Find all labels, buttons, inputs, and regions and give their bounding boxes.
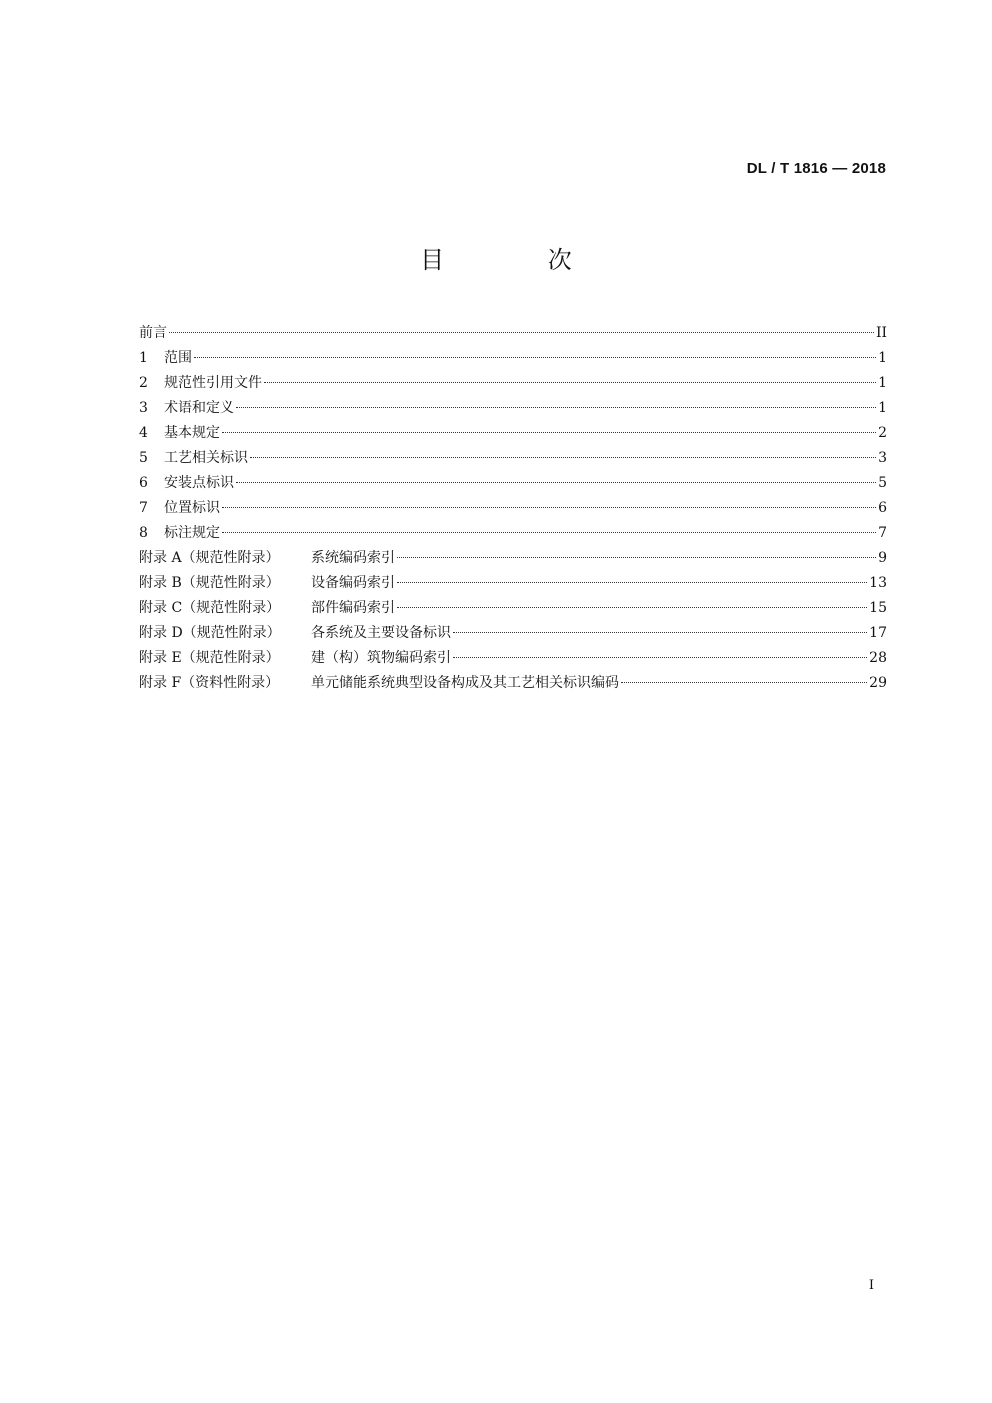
toc-entry-number: 5 [139, 450, 148, 466]
toc-entry-page: 5 [878, 475, 887, 491]
toc-entry[interactable] [139, 496, 887, 521]
toc-dot-leader [222, 532, 876, 533]
toc-entry-label [139, 596, 395, 621]
toc-dot-leader [222, 507, 876, 508]
toc-entry-number: 7 [139, 500, 148, 516]
toc-dot-leader [264, 382, 876, 383]
toc-entry-label [139, 646, 451, 671]
toc-entry-title: 基本规定 [164, 425, 220, 441]
toc-dot-leader [397, 607, 867, 608]
toc-entry-appendix-prefix: 附录 C（规范性附录） [139, 600, 281, 616]
toc-dot-leader [236, 407, 876, 408]
toc-entry-title: 标注规定 [164, 525, 220, 541]
toc-entry[interactable] [139, 396, 887, 421]
standard-code: DL / T 1816 — 2018 [746, 160, 886, 177]
toc-dot-leader [453, 657, 867, 658]
toc-entry-label [139, 471, 234, 496]
toc-dot-leader [236, 482, 876, 483]
toc-entry-label [139, 346, 192, 371]
toc-dot-leader [453, 632, 867, 633]
toc-entry-number: 4 [139, 425, 148, 441]
toc-entry[interactable] [139, 321, 887, 346]
toc-entry-appendix-prefix: 附录 F（资料性附录） [139, 675, 280, 691]
toc-entry-title: 术语和定义 [164, 400, 234, 416]
toc-entry[interactable] [139, 471, 887, 496]
toc-entry-page: 1 [878, 400, 887, 416]
toc-entry-number: 3 [139, 400, 148, 416]
toc-entry[interactable] [139, 646, 887, 671]
toc-entry-label [139, 571, 395, 596]
toc-dot-leader [397, 557, 876, 558]
toc-entry-page: 28 [869, 650, 887, 666]
toc-entry-title: 前言 [139, 325, 167, 341]
toc-entry-label [139, 496, 220, 521]
toc-dot-leader [222, 432, 876, 433]
toc-entry[interactable] [139, 371, 887, 396]
toc-entry-page: 3 [878, 450, 887, 466]
toc-entry[interactable] [139, 596, 887, 621]
toc-entry-appendix-prefix: 附录 D（规范性附录） [139, 625, 281, 641]
table-of-contents [139, 321, 887, 696]
toc-entry-page: 1 [878, 375, 887, 391]
toc-entry[interactable] [139, 521, 887, 546]
toc-entry[interactable] [139, 421, 887, 446]
toc-entry-page: 6 [878, 500, 887, 516]
toc-entry-label [139, 446, 248, 471]
toc-entry-label [139, 546, 395, 571]
toc-entry-page: 2 [878, 425, 887, 441]
toc-entry-label [139, 396, 234, 421]
toc-entry-label [139, 421, 220, 446]
toc-entry-label [139, 521, 220, 546]
toc-entry-number: 2 [139, 375, 148, 391]
toc-entry-page: 15 [869, 600, 887, 616]
toc-dot-leader [250, 457, 876, 458]
page-title: 目 次 [420, 246, 620, 274]
toc-entry-title: 单元储能系统典型设备构成及其工艺相关标识编码 [311, 675, 619, 691]
toc-entry-appendix-prefix: 附录 E（规范性附录） [139, 650, 280, 666]
toc-entry-label [139, 371, 262, 396]
toc-entry[interactable] [139, 671, 887, 696]
toc-entry[interactable] [139, 546, 887, 571]
toc-entry-title: 各系统及主要设备标识 [311, 625, 451, 641]
toc-dot-leader [397, 582, 867, 583]
toc-entry-page: 1 [878, 350, 887, 366]
toc-entry-title: 建（构）筑物编码索引 [311, 650, 451, 666]
toc-entry-title: 设备编码索引 [311, 575, 395, 591]
toc-entry-page: 17 [869, 625, 887, 641]
toc-entry-title: 位置标识 [164, 500, 220, 516]
toc-entry-page: 9 [878, 550, 887, 566]
toc-dot-leader [169, 332, 874, 333]
toc-entry-number: 1 [139, 350, 148, 366]
toc-entry-label [139, 321, 167, 346]
toc-dot-leader [194, 357, 876, 358]
toc-dot-leader [621, 682, 867, 683]
toc-entry-page: II [875, 325, 887, 341]
toc-entry-page: 29 [869, 675, 887, 691]
toc-entry-number: 8 [139, 525, 148, 541]
toc-entry[interactable] [139, 446, 887, 471]
toc-entry-number: 6 [139, 475, 148, 491]
toc-entry-label [139, 671, 619, 696]
toc-entry-appendix-prefix: 附录 A（规范性附录） [139, 550, 280, 566]
toc-entry-page: 7 [878, 525, 887, 541]
toc-entry-appendix-prefix: 附录 B（规范性附录） [139, 575, 280, 591]
toc-entry-title: 规范性引用文件 [164, 375, 262, 391]
toc-entry-label [139, 621, 451, 646]
page-number: I [868, 1278, 874, 1293]
toc-entry[interactable] [139, 346, 887, 371]
toc-entry[interactable] [139, 621, 887, 646]
toc-entry-title: 系统编码索引 [311, 550, 395, 566]
toc-entry-title: 部件编码索引 [311, 600, 395, 616]
toc-entry-title: 工艺相关标识 [164, 450, 248, 466]
toc-entry[interactable] [139, 571, 887, 596]
toc-entry-title: 安装点标识 [164, 475, 234, 491]
toc-entry-title: 范围 [164, 350, 192, 366]
toc-entry-page: 13 [869, 575, 887, 591]
